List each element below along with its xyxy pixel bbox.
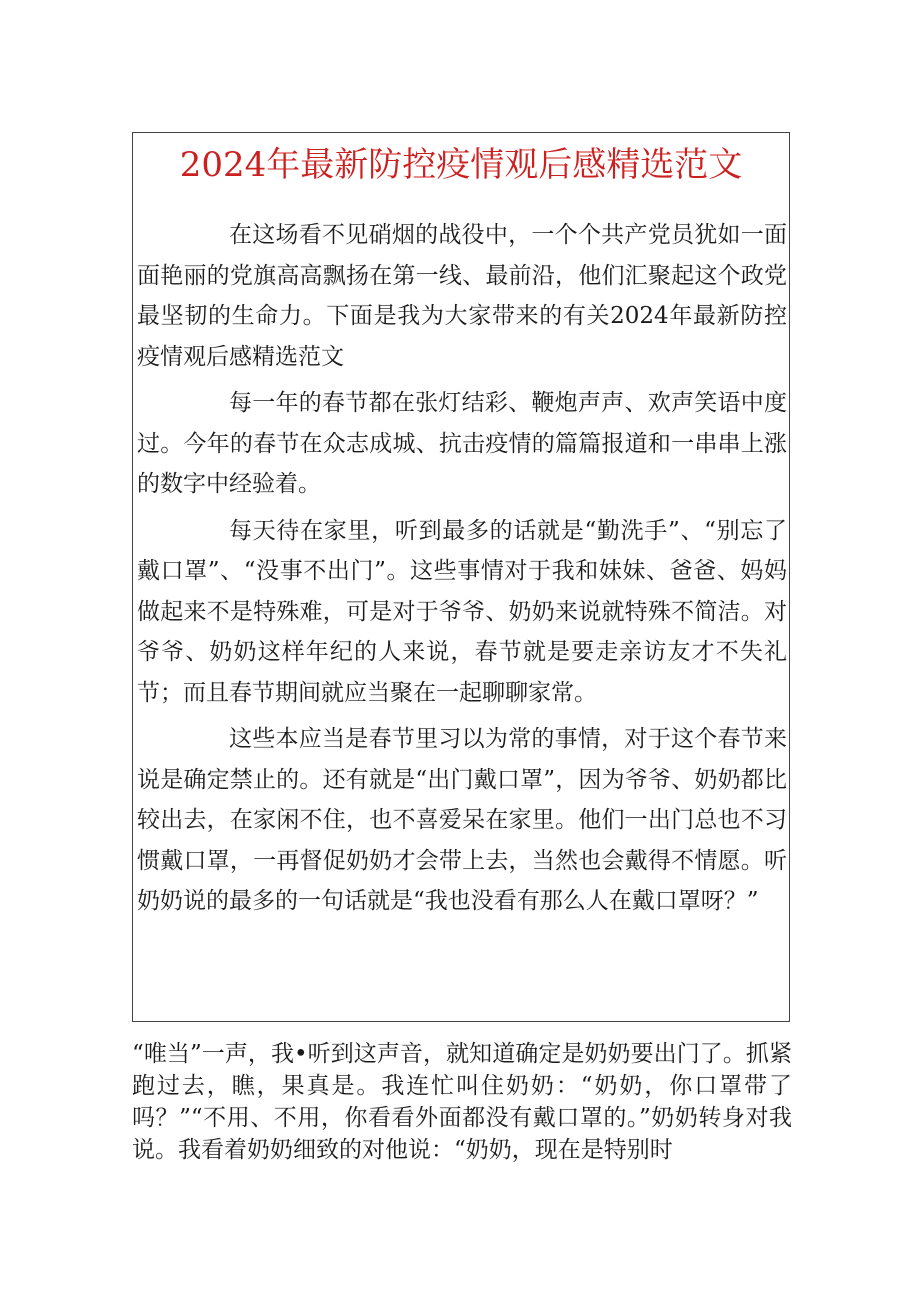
paragraph-1: 在这场看不见硝烟的战役中，一个个共产党员犹如一面面艳丽的党旗高高飘扬在第一线、最前沿，他们汇聚起这个政党最坚韧的生命力。下面是我为大家带来的有关2024年最新防控疫情观后感精选范文 (137, 222, 787, 370)
bordered-text-box (132, 132, 790, 1022)
paragraph-2: 每一年的春节都在张灯结彩、鞭炮声声、欢声笑语中度过。今年的春节在众志成城、抗击疫情的篇篇报道和一串串上涨的数字中经验着。 (137, 390, 787, 497)
document-body (137, 215, 787, 928)
paragraph-4: 这些本应当是春节里习以为常的事情，对于这个春节来说是确定禁止的。还有就是“出门戴口罩”，因为爷爷、奶奶都比较出去，在家闲不住，也不喜爱呆在家里。他们一出门总也不习惯戴口罩，一再督促奶奶才会带上去，当然也会戴得不情愿。听奶奶说的最多的一句话就是“我也没看有那么人在戴口罩呀？” (137, 726, 787, 914)
continuation-paragraph: “唯当”一声，我•听到这声音，就知道确定是奶奶要出门了。抓紧跑过去，瞧，果真是。我连忙叫住奶奶：“奶奶，你口罩带了吗？”“不用、不用，你看看外面都没有戴口罩的。”奶奶转身对我说。我看着奶奶细致的对他说：“奶奶，现在是特别时 (132, 1041, 792, 1163)
document-title: 2024年最新防控疫情观后感精选范文 (179, 145, 743, 185)
paragraph-3: 每天待在家里，听到最多的话就是“勤洗手”、“别忘了戴口罩”、“没事不出门”。这些事情对于我和妹妹、爸爸、妈妈做起来不是特殊难，可是对于爷爷、奶奶来说就特殊不简洁。对爷爷、奶奶这样年纪的人来说，春节就是要走亲访友才不失礼节；而且春节期间就应当聚在一起聊聊家常。 (137, 517, 787, 706)
